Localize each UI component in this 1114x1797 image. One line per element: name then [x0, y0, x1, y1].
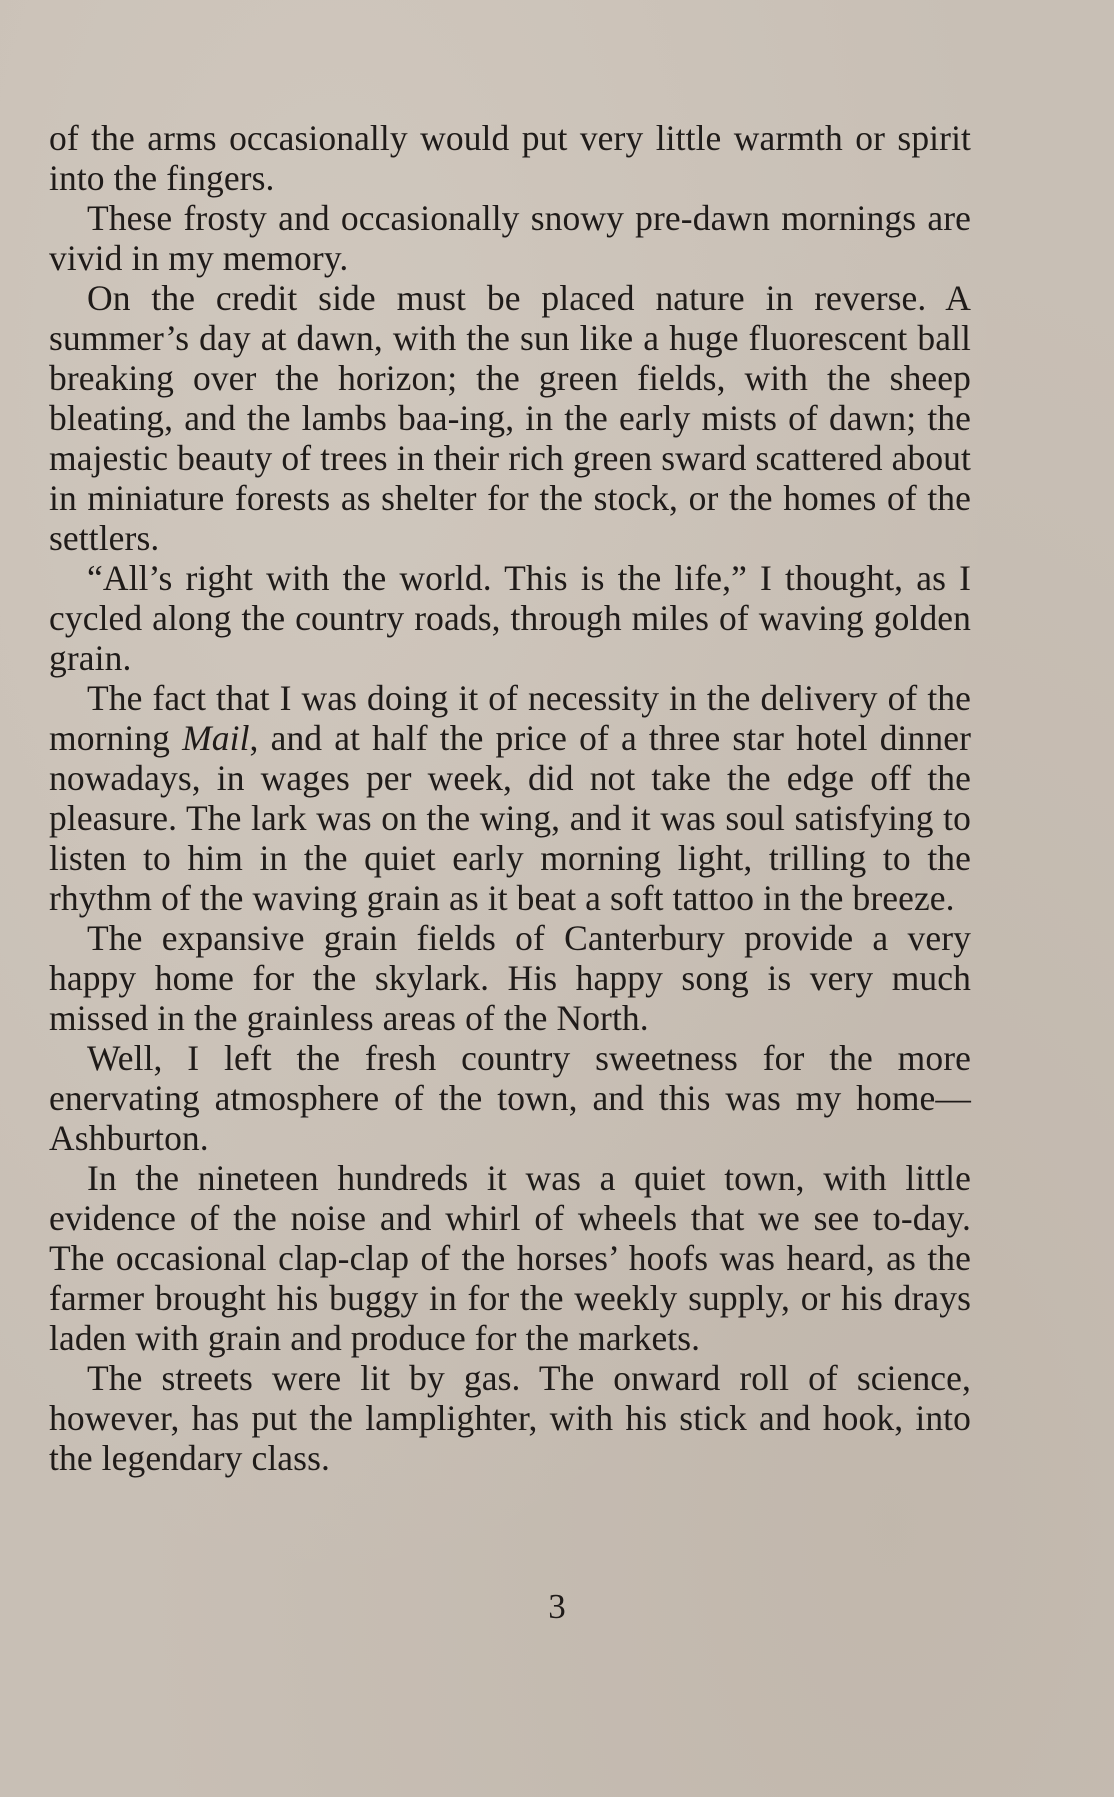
paragraph-5	[49, 678, 971, 918]
paragraph-4: “All’s right with the world. This is the life,” I thought, as I cycled along the country roads, through miles of waving golden grain.	[49, 558, 971, 678]
paragraph-1: of the arms occasionally would put very little warmth or spirit into the fingers.	[49, 118, 971, 198]
paragraph-2: These frosty and occasionally snowy pre-dawn mornings are vivid in my memory.	[49, 198, 971, 278]
paragraph-5-text-before: The fact that I was doing it of necessity in the delivery of the morning	[49, 678, 971, 758]
paragraph-8: In the nineteen hundreds it was a quiet town, with little evidence of the noise and whirl of wheels that we see to-day. The occasional clap-clap of the horses’ hoofs was heard, as the farmer brought his buggy in for the weekly supply, or his drays laden with grain and produce for the markets.	[49, 1158, 971, 1358]
paragraph-5-text-after: , and at half the price of a three star hotel dinner nowadays, in wages per week, did not take the edge off the pleasure. The lark was on the wing, and it was soul satisfying to listen to him in the quiet early morning light, trilling to the rhythm of the waving grain as it beat a soft tattoo in the breeze.	[49, 718, 971, 918]
paragraph-9: The streets were lit by gas. The onward roll of science, however, has put the lamplighter, with his stick and hook, into the legendary class.	[49, 1358, 971, 1478]
newspaper-title-mail: Mail	[182, 718, 250, 758]
page-number: 3	[548, 1587, 566, 1626]
paragraph-7: Well, I left the fresh country sweetness for the more enervating atmosphere of the town, and this was my home—Ashburton.	[49, 1038, 971, 1158]
paragraph-6: The expansive grain fields of Canterbury provide a very happy home for the skylark. His happy song is very much missed in the grainless areas of the North.	[49, 918, 971, 1038]
paragraph-3: On the credit side must be placed nature in reverse. A summer’s day at dawn, with the sun like a huge fluorescent ball breaking over the horizon; the green fields, with the sheep bleating, and the lambs baa-ing, in the early mists of dawn; the majestic beauty of trees in their rich green sward scattered about in miniature forests as shelter for the stock, or the homes of the settlers.	[49, 278, 971, 558]
body-text	[49, 118, 971, 1478]
